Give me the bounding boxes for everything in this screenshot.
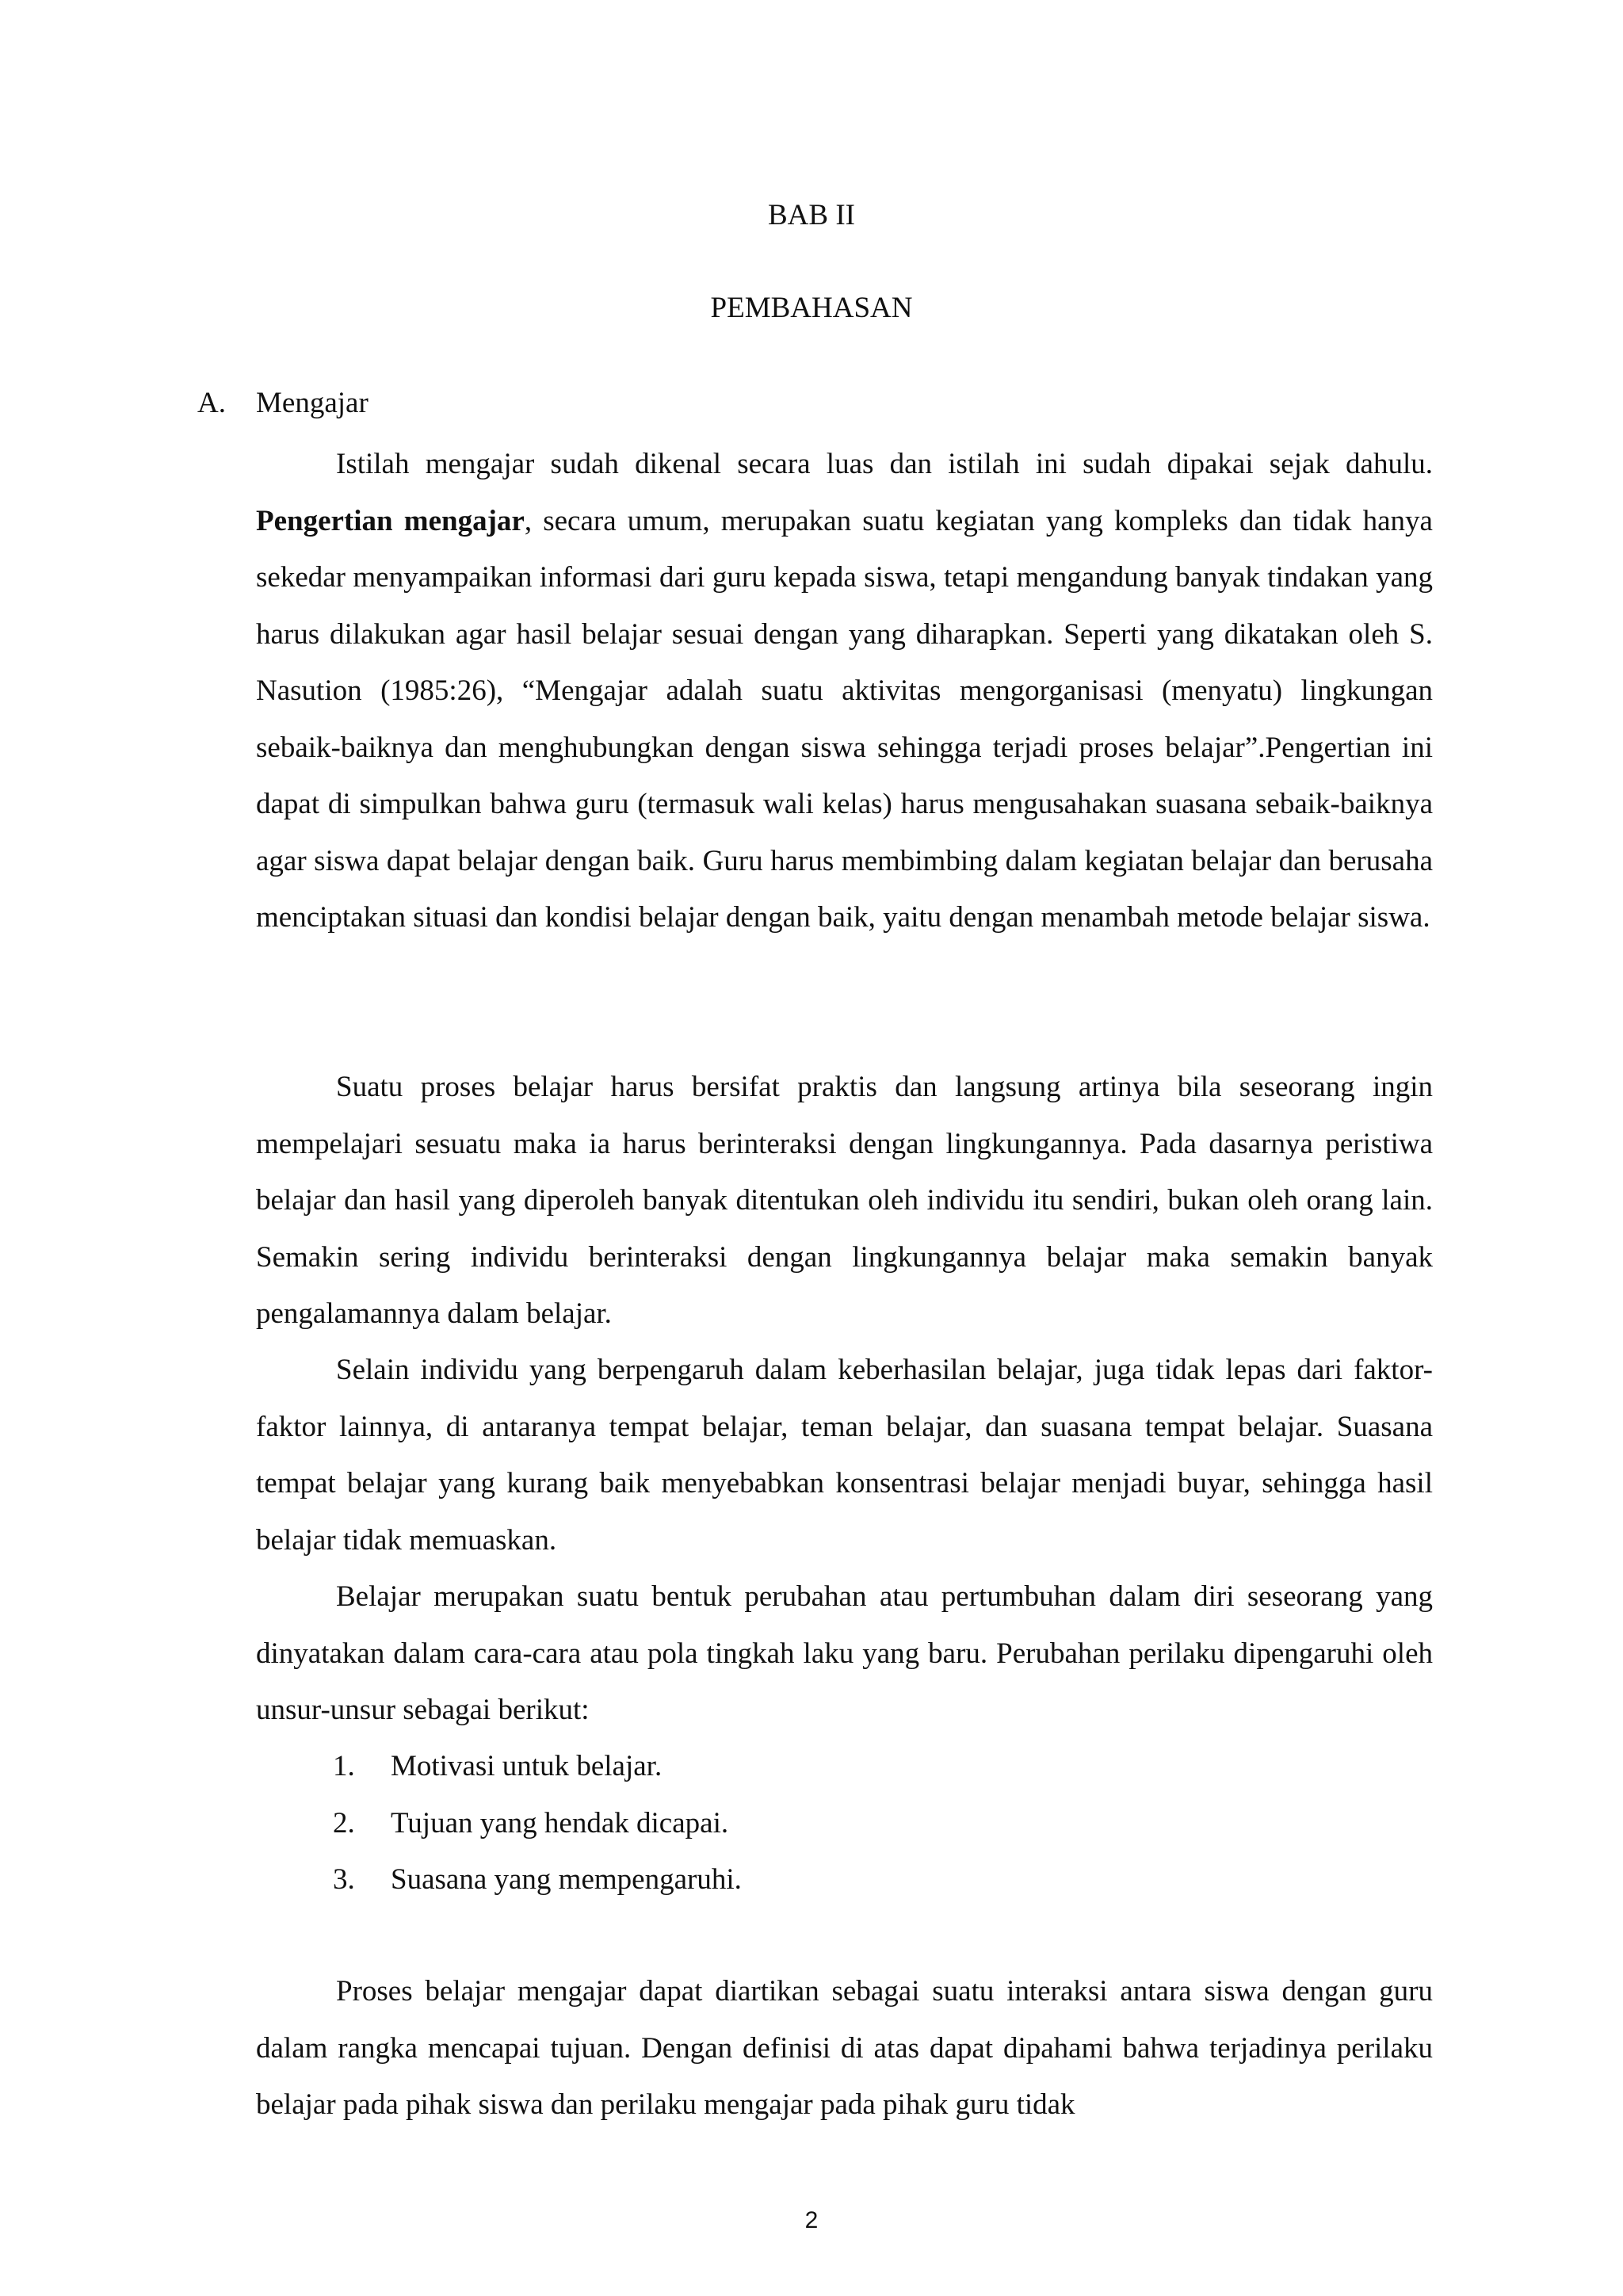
paragraph-1-lead: Istilah mengajar sudah dikenal secara luas dan istilah ini sudah dipakai sejak dahulu.: [336, 448, 1433, 480]
paragraph-learning-process: Suatu proses belajar harus bersifat praktis dan langsung artinya bila seseorang ingin mempelajari sesuatu maka ia harus berinteraksi dengan lingkungannya. Pada dasarnya peristiwa belajar dan hasil yang diperoleh banyak ditentukan oleh individu itu sendiri, bukan oleh orang lain. Semakin sering individu berinteraksi dengan lingkungannya belajar maka semakin banyak pengalamannya dalam belajar.: [256, 1071, 1433, 1330]
chapter-label: BAB II: [768, 199, 855, 231]
paragraph-behavior-change: Belajar merupakan suatu bentuk perubahan atau pertumbuhan dalam diri seseorang yang dinyatakan dalam cara-cara atau pola tingkah laku yang baru. Perubahan perilaku dipengaruhi oleh unsur-unsur sebagai berikut:: [256, 1580, 1433, 1726]
section-title: Mengajar: [256, 387, 369, 419]
paragraph-1-bold-term: Pengertian mengajar: [256, 504, 525, 537]
list-item-text: Suasana yang mempengaruhi.: [391, 1863, 742, 1896]
list-item-number: 2.: [333, 1806, 355, 1839]
list-item: [333, 1851, 742, 1908]
list-item: [333, 1795, 742, 1852]
numbered-list: [333, 1738, 742, 1908]
list-item-text: Motivasi untuk belajar.: [391, 1750, 663, 1782]
list-item-number: 3.: [333, 1863, 355, 1896]
chapter-title: PEMBAHASAN: [710, 292, 913, 324]
paragraph-1-rest: , secara umum, merupakan suatu kegiatan yang kompleks dan tidak hanya sekedar menyampaikan informasi dari guru kepada siswa, tetapi mengandung banyak tindakan yang harus dilakukan agar hasil belajar sesuai dengan yang diharapkan. Seperti yang dikatakan oleh S. Nasution (1985:26), “Mengajar adalah suatu aktivitas mengorganisasi (menyatu) lingkungan sebaik-baiknya dan menghubungkan dengan siswa sehingga terjadi proses belajar”.Pengertian ini dapat di simpulkan bahwa guru (termasuk wali kelas) harus mengusahakan suasana sebaik-baiknya agar siswa dapat belajar dengan baik. Guru harus membimbing dalam kegiatan belajar dan berusaha menciptakan situasi dan kondisi belajar dengan baik, yaitu dengan menambah metode belajar siswa.: [256, 504, 1433, 934]
list-item-number: 1.: [333, 1750, 355, 1782]
paragraph-learning-factors: Selain individu yang berpengaruh dalam keberhasilan belajar, juga tidak lepas dari faktor-faktor lainnya, di antaranya tempat belajar, teman belajar, dan suasana tempat belajar. Suasana tempat belajar yang kurang baik menyebabkan konsentrasi belajar menjadi buyar, sehingga hasil belajar tidak memuaskan.: [256, 1354, 1433, 1557]
list-item-text: Tujuan yang hendak dicapai.: [391, 1806, 729, 1839]
section-heading: [197, 384, 369, 422]
paragraph-definition: [256, 436, 1433, 946]
paragraph-teaching-interaction: Proses belajar mengajar dapat diartikan sebagai suatu interaksi antara siswa dengan guru dalam rangka mencapai tujuan. Dengan definisi di atas dapat dipahami bahwa terjadinya perilaku belajar pada pihak siswa dan perilaku mengajar pada pihak guru tidak: [256, 1975, 1433, 2121]
page-number: 2: [804, 2207, 819, 2233]
section-letter: A.: [197, 387, 226, 419]
list-item: [333, 1738, 742, 1795]
